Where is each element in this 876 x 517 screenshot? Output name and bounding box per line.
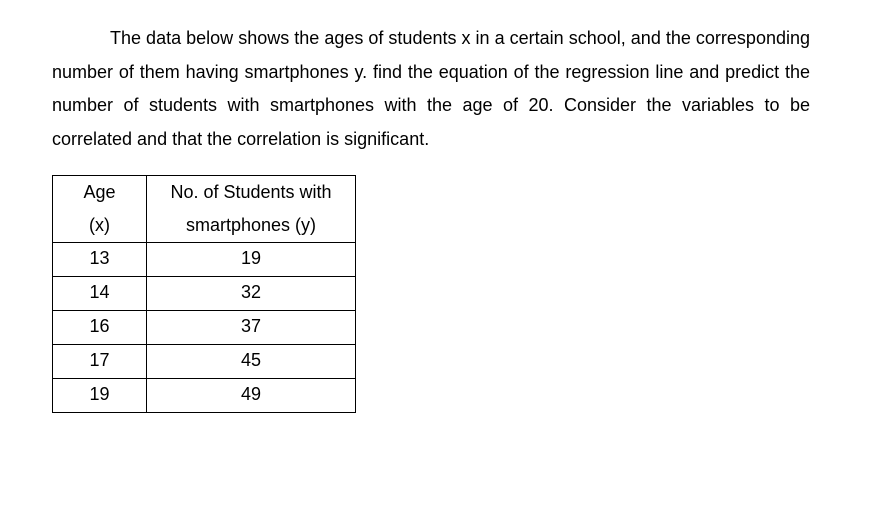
cell-age: 16 xyxy=(53,311,147,345)
data-table xyxy=(52,175,356,413)
table-row xyxy=(53,311,356,345)
header-students-line1: No. of Students with xyxy=(170,182,332,202)
table-row xyxy=(53,277,356,311)
cell-students: 19 xyxy=(147,243,356,277)
header-age-line1: Age xyxy=(83,182,116,202)
header-age-line2: (x) xyxy=(89,215,110,235)
cell-students: 45 xyxy=(147,345,356,379)
cell-students: 32 xyxy=(147,277,356,311)
cell-age: 14 xyxy=(53,277,147,311)
cell-students: 37 xyxy=(147,311,356,345)
table-row xyxy=(53,345,356,379)
header-age xyxy=(53,176,147,243)
cell-age: 17 xyxy=(53,345,147,379)
cell-age: 13 xyxy=(53,243,147,277)
cell-students: 49 xyxy=(147,379,356,413)
table-header-row xyxy=(53,176,356,243)
problem-statement: The data below shows the ages of students x in a certain school, and the corresponding number of them having smartphones y. find the equation of the regression line and predict the number of students with smartphones with the age of 20. Consider the variables to be correlated and that the correlation is significant. xyxy=(52,28,810,149)
table-row xyxy=(53,379,356,413)
table-row xyxy=(53,243,356,277)
header-students xyxy=(147,176,356,243)
cell-age: 19 xyxy=(53,379,147,413)
header-students-line2: smartphones (y) xyxy=(185,215,317,235)
